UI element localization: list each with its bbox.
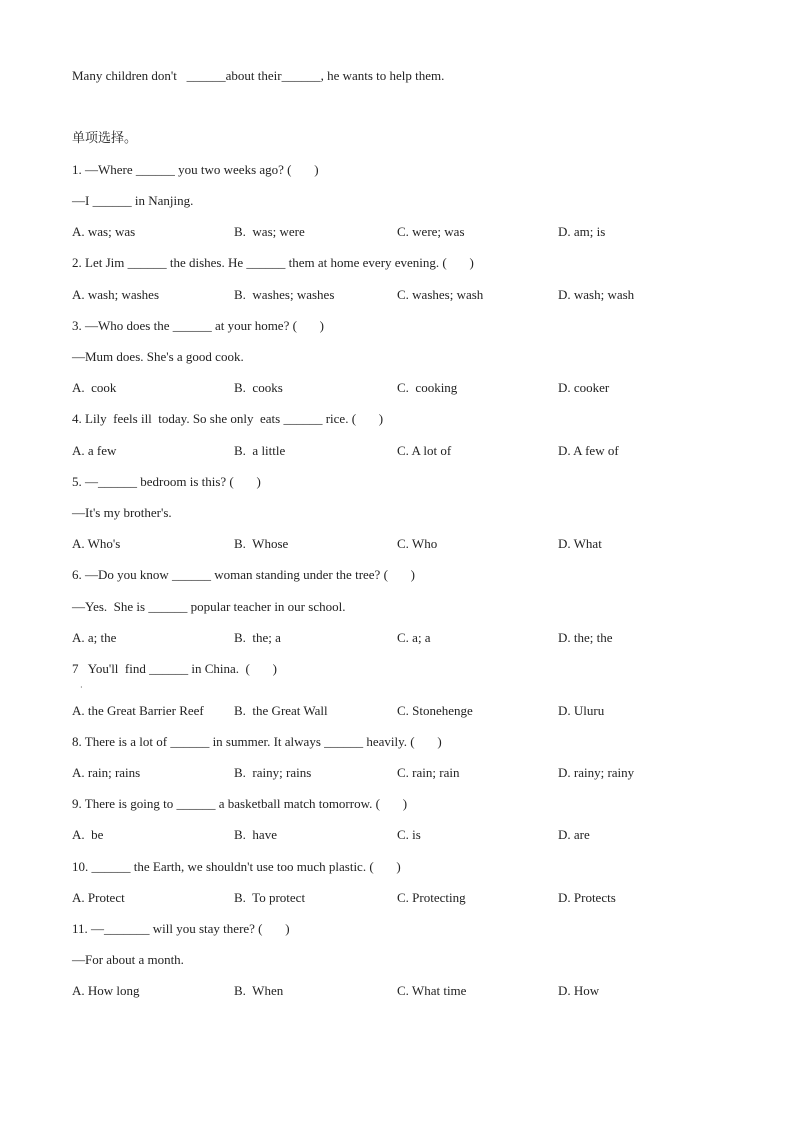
option-b: B. rainy; rains [234, 765, 312, 780]
question-3-response: —Mum does. She's a good cook. [72, 349, 244, 364]
question-6-response: —Yes. She is ______ popular teacher in our school. [72, 599, 346, 614]
option-b: B. washes; washes [234, 287, 335, 302]
option-d: D. rainy; rainy [558, 765, 635, 780]
option-d: D. the; the [558, 630, 613, 645]
question-5-stem: 5. —______ bedroom is this? ( ) [72, 474, 261, 489]
option-d: D. Uluru [558, 703, 605, 718]
question-1-options [72, 224, 722, 240]
question-6-stem: 6. —Do you know ______ woman standing under the tree? ( ) [72, 567, 415, 582]
option-a: A. be [72, 827, 104, 842]
question-11-stem: 11. —_______ will you stay there? ( ) [72, 921, 290, 936]
option-b: B. a little [234, 443, 286, 458]
question-5-options [72, 536, 722, 552]
option-a: A. a few [72, 443, 117, 458]
option-d: D. How [558, 983, 600, 998]
question-1-response: —I ______ in Nanjing. [72, 193, 194, 208]
option-b: B. To protect [234, 890, 306, 905]
question-3-stem: 3. —Who does the ______ at your home? ( ) [72, 318, 325, 333]
question-4-options [72, 443, 722, 459]
option-d: D. Protects [558, 890, 616, 905]
option-a: A. a; the [72, 630, 117, 645]
question-5-response: —It's my brother's. [72, 505, 172, 520]
option-a: A. Protect [72, 890, 125, 905]
option-d: D. am; is [558, 224, 606, 239]
option-b: B. the; a [234, 630, 281, 645]
option-c: C. were; was [397, 224, 465, 239]
option-d: D. are [558, 827, 590, 842]
option-a: A. the Great Barrier Reef [72, 703, 204, 718]
section-title: 单项选择。 [72, 131, 138, 146]
question-2-stem: 2. Let Jim ______ the dishes. He ______ them at home every evening. ( ) [72, 255, 474, 270]
question-4-stem: 4. Lily feels ill today. So she only eats ______ rice. ( ) [72, 411, 384, 426]
question-8-stem: 8. There is a lot of ______ in summer. It always ______ heavily. ( ) [72, 734, 442, 749]
question-7-options [72, 703, 722, 719]
option-a: A. Who's [72, 536, 121, 551]
question-11-options [72, 983, 722, 999]
option-b: B. When [234, 983, 284, 998]
question-9-options [72, 827, 722, 843]
option-c: C. Who [397, 536, 438, 551]
option-a: A. wash; washes [72, 287, 160, 302]
question-11-response: —For about a month. [72, 952, 184, 967]
option-c: C. washes; wash [397, 287, 484, 302]
option-b: B. have [234, 827, 277, 842]
option-a: A. How long [72, 983, 140, 998]
stray-mark: · [80, 683, 83, 692]
option-b: B. Whose [234, 536, 289, 551]
question-9-stem: 9. There is going to ______ a basketball match tomorrow. ( ) [72, 796, 408, 811]
option-c: C. Stonehenge [397, 703, 473, 718]
option-c: C. a; a [397, 630, 431, 645]
option-c: C. A lot of [397, 443, 452, 458]
option-c: C. Protecting [397, 890, 466, 905]
question-1-stem: 1. —Where ______ you two weeks ago? ( ) [72, 162, 319, 177]
question-3-options [72, 380, 722, 396]
option-c: C. cooking [397, 380, 458, 395]
question-10-options [72, 890, 722, 906]
option-c: C. rain; rain [397, 765, 460, 780]
option-b: B. the Great Wall [234, 703, 328, 718]
option-d: D. wash; wash [558, 287, 635, 302]
option-c: C. What time [397, 983, 467, 998]
option-d: D. cooker [558, 380, 610, 395]
question-10-stem: 10. ______ the Earth, we shouldn't use too much plastic. ( ) [72, 859, 401, 874]
option-a: A. rain; rains [72, 765, 141, 780]
intro-sentence: Many children don't ______about their______, he wants to help them. [72, 68, 445, 83]
question-6-options [72, 630, 722, 646]
option-a: A. cook [72, 380, 117, 395]
option-c: C. is [397, 827, 421, 842]
question-2-options [72, 287, 722, 303]
option-d: D. A few of [558, 443, 619, 458]
question-7-stem: 7 You'll find ______ in China. ( ) [72, 661, 277, 676]
question-8-options [72, 765, 722, 781]
option-a: A. was; was [72, 224, 136, 239]
option-b: B. was; were [234, 224, 305, 239]
option-b: B. cooks [234, 380, 283, 395]
option-d: D. What [558, 536, 602, 551]
